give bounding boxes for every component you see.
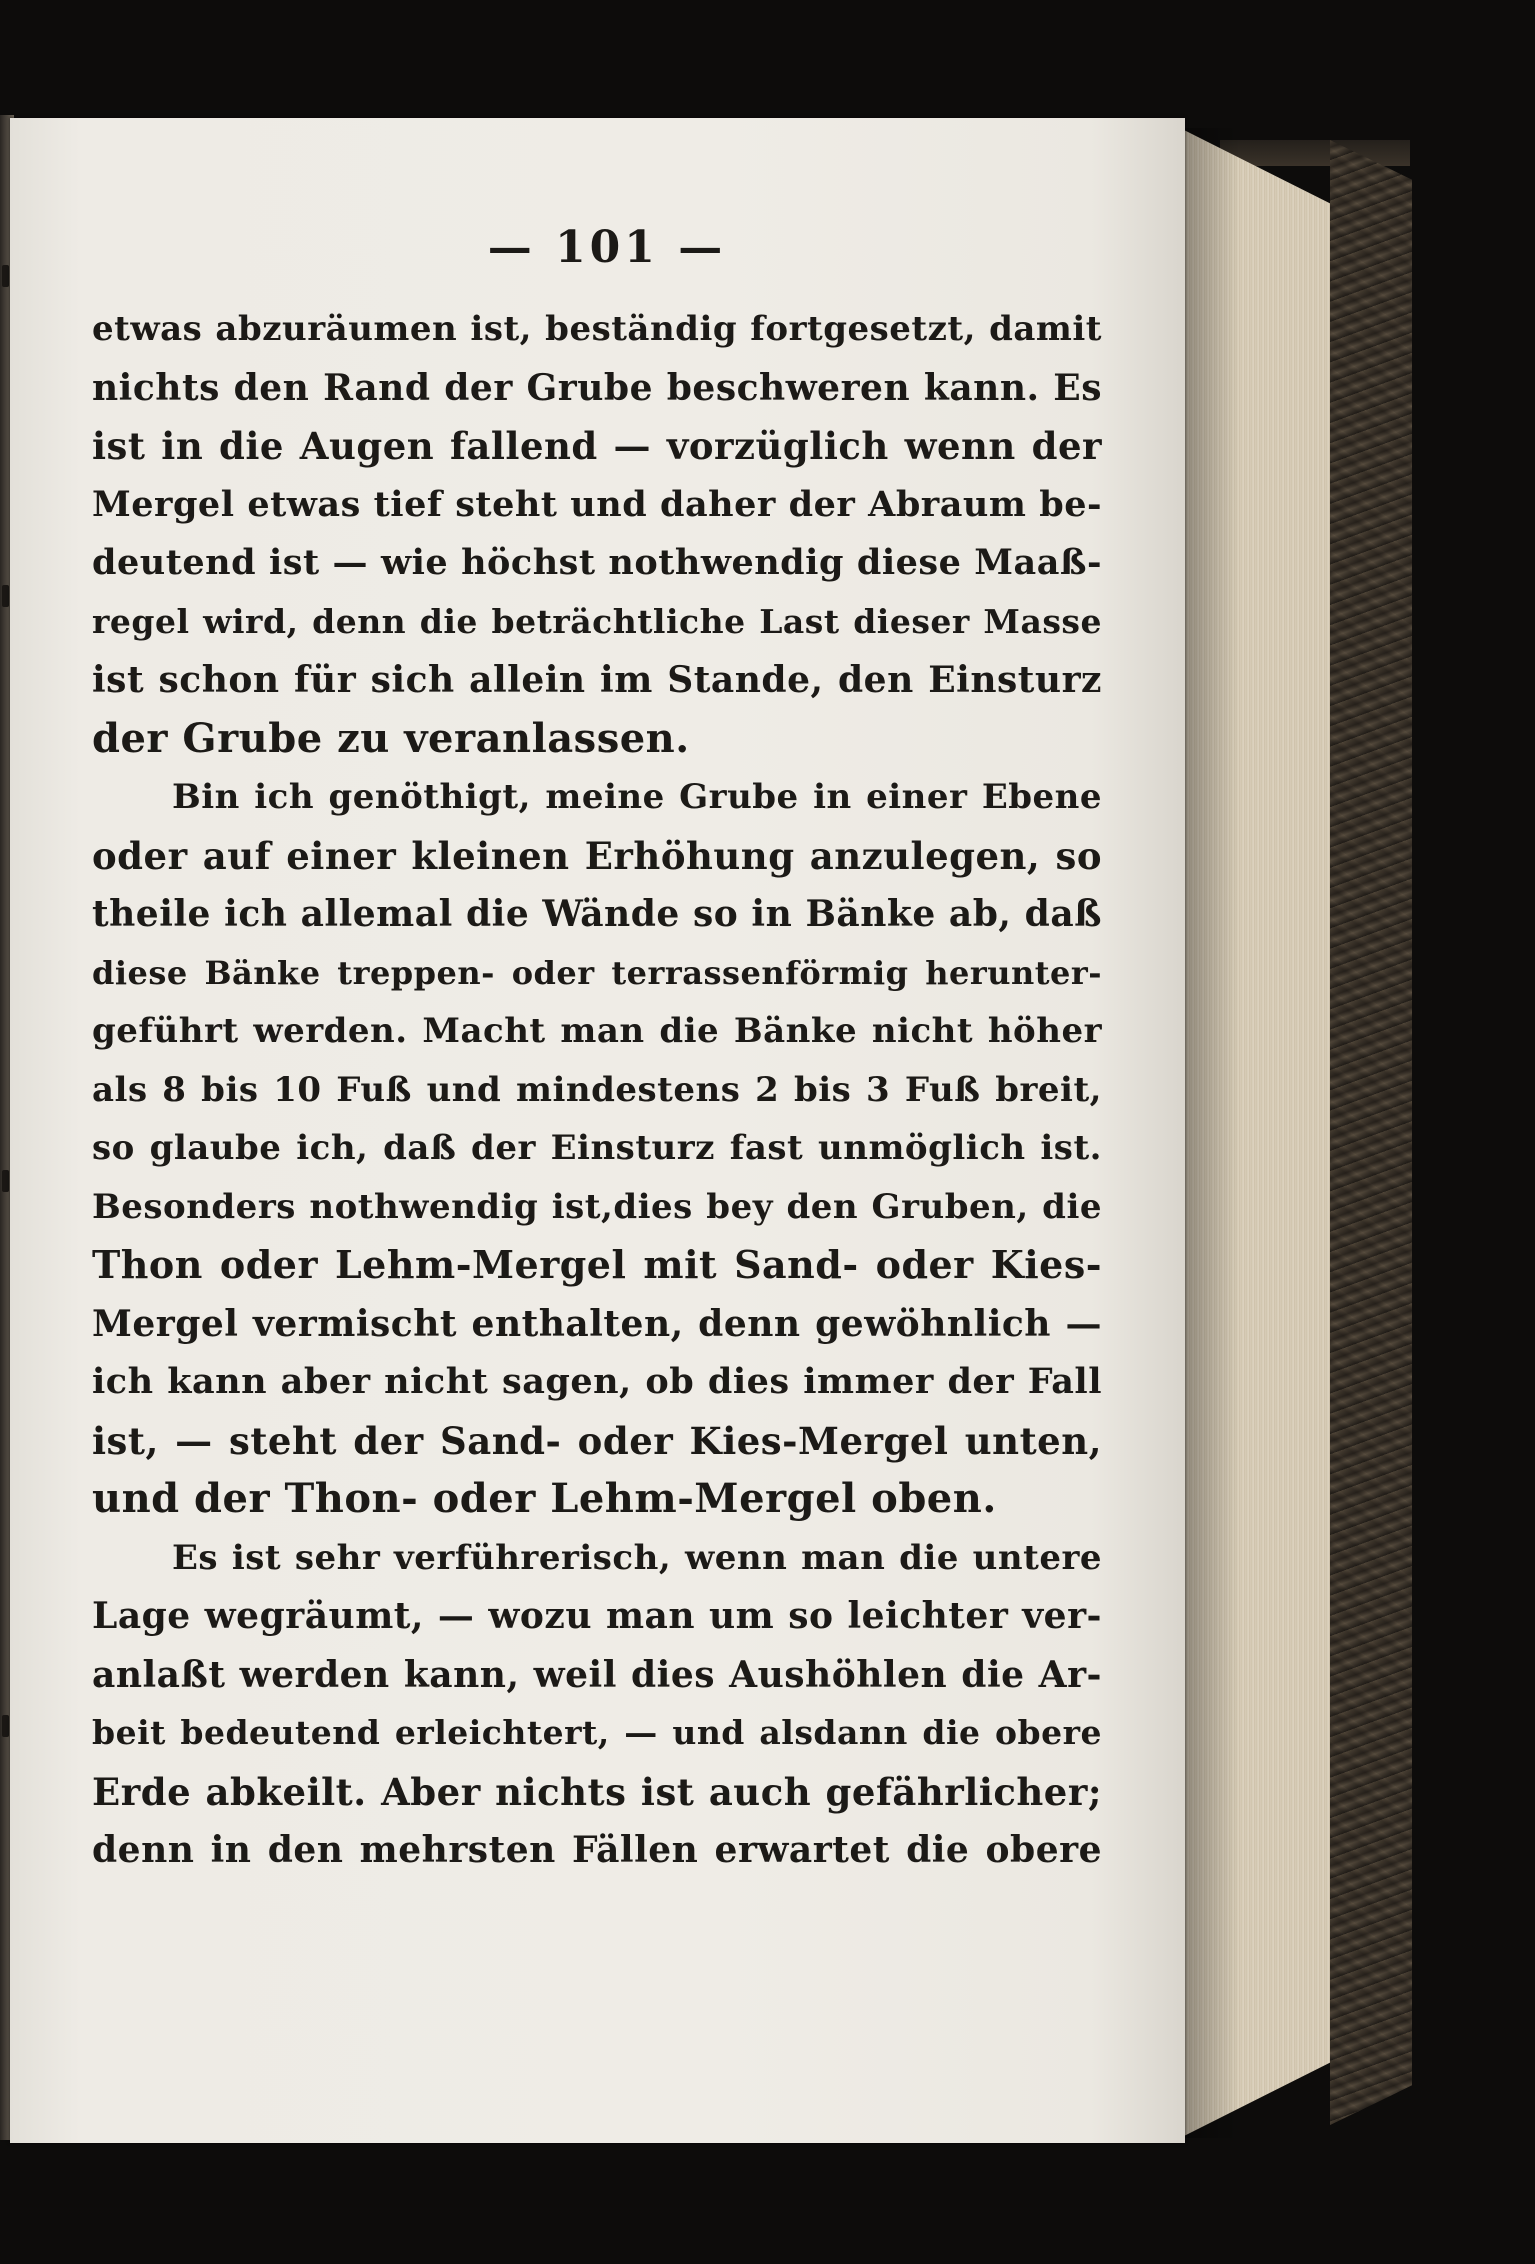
margin-mark	[2, 1170, 9, 1192]
text-line: denn in den mehrsten Fällen erwartet die obere	[92, 1829, 1102, 1871]
text-line: Mergel vermischt enthalten, denn gewöhnlich —	[92, 1302, 1102, 1345]
text-line: Thon oder Lehm-Mergel mit Sand- oder Kies-	[92, 1242, 1102, 1287]
page-block-shadow	[1180, 128, 1240, 2138]
text-line: ist, — steht der Sand- oder Kies-Mergel unten,	[92, 1418, 1102, 1463]
text-line: theile ich allemal die Wände so in Bänke ab, daß	[92, 893, 1102, 935]
margin-mark	[2, 265, 9, 287]
text-line: Erde abkeilt. Aber nichts ist auch gefährlicher;	[92, 1769, 1102, 1814]
text-line: der Grube zu veranlassen.	[92, 714, 690, 762]
text-line: so glaube ich, daß der Einsturz fast unmöglich ist.	[92, 1128, 1102, 1168]
text-line: Lage wegräumt, — wozu man um so leichter ver-	[92, 1595, 1102, 1637]
text-line: als 8 bis 10 Fuß und mindestens 2 bis 3 Fuß breit,	[92, 1069, 1102, 1110]
page-text	[92, 220, 1102, 1880]
margin-mark	[2, 1715, 9, 1737]
cover-top-edge	[1220, 140, 1410, 166]
text-line: regel wird, denn die beträchtliche Last dieser Masse	[92, 601, 1102, 641]
text-line: geführt werden. Macht man die Bänke nicht höher	[92, 1011, 1102, 1051]
text-line: ist in die Augen fallend — vorzüglich wenn der	[92, 424, 1102, 468]
margin-mark	[2, 585, 9, 607]
text-line: oder auf einer kleinen Erhöhung anzulegen, so	[92, 833, 1102, 878]
text-lines	[92, 300, 1102, 1880]
text-line: Bin ich genöthigt, meine Grube in einer Ebene	[172, 777, 1102, 817]
text-line: Mergel etwas tief steht und daher der Abraum be-	[92, 483, 1102, 525]
text-line: diese Bänke treppen- oder terrassenförmig herunter-	[92, 953, 1102, 992]
text-line: ich kann aber nicht sagen, ob dies immer der Fall	[92, 1361, 1102, 1402]
text-line: nichts den Rand der Grube beschweren kann. Es	[92, 366, 1102, 409]
text-line: ist schon für sich allein im Stande, den Einsturz	[92, 659, 1102, 701]
page-number-header: — 101 —	[487, 222, 727, 273]
text-line: Es ist sehr verführerisch, wenn man die untere	[172, 1537, 1102, 1578]
text-line: Besonders nothwendig ist,dies bey den Gruben, die	[92, 1186, 1102, 1227]
text-line: und der Thon- oder Lehm-Mergel oben.	[92, 1475, 997, 1522]
text-line: anlaßt werden kann, weil dies Aushöhlen die Ar-	[92, 1653, 1102, 1696]
text-line: deutend ist — wie höchst nothwendig diese Maaß-	[92, 542, 1102, 583]
text-line: etwas abzuräumen ist, beständig fortgesetzt, damit	[92, 309, 1102, 349]
marbled-cover	[1330, 140, 1412, 2125]
text-line: beit bedeutend erleichtert, — und alsdann die obere	[92, 1713, 1102, 1752]
